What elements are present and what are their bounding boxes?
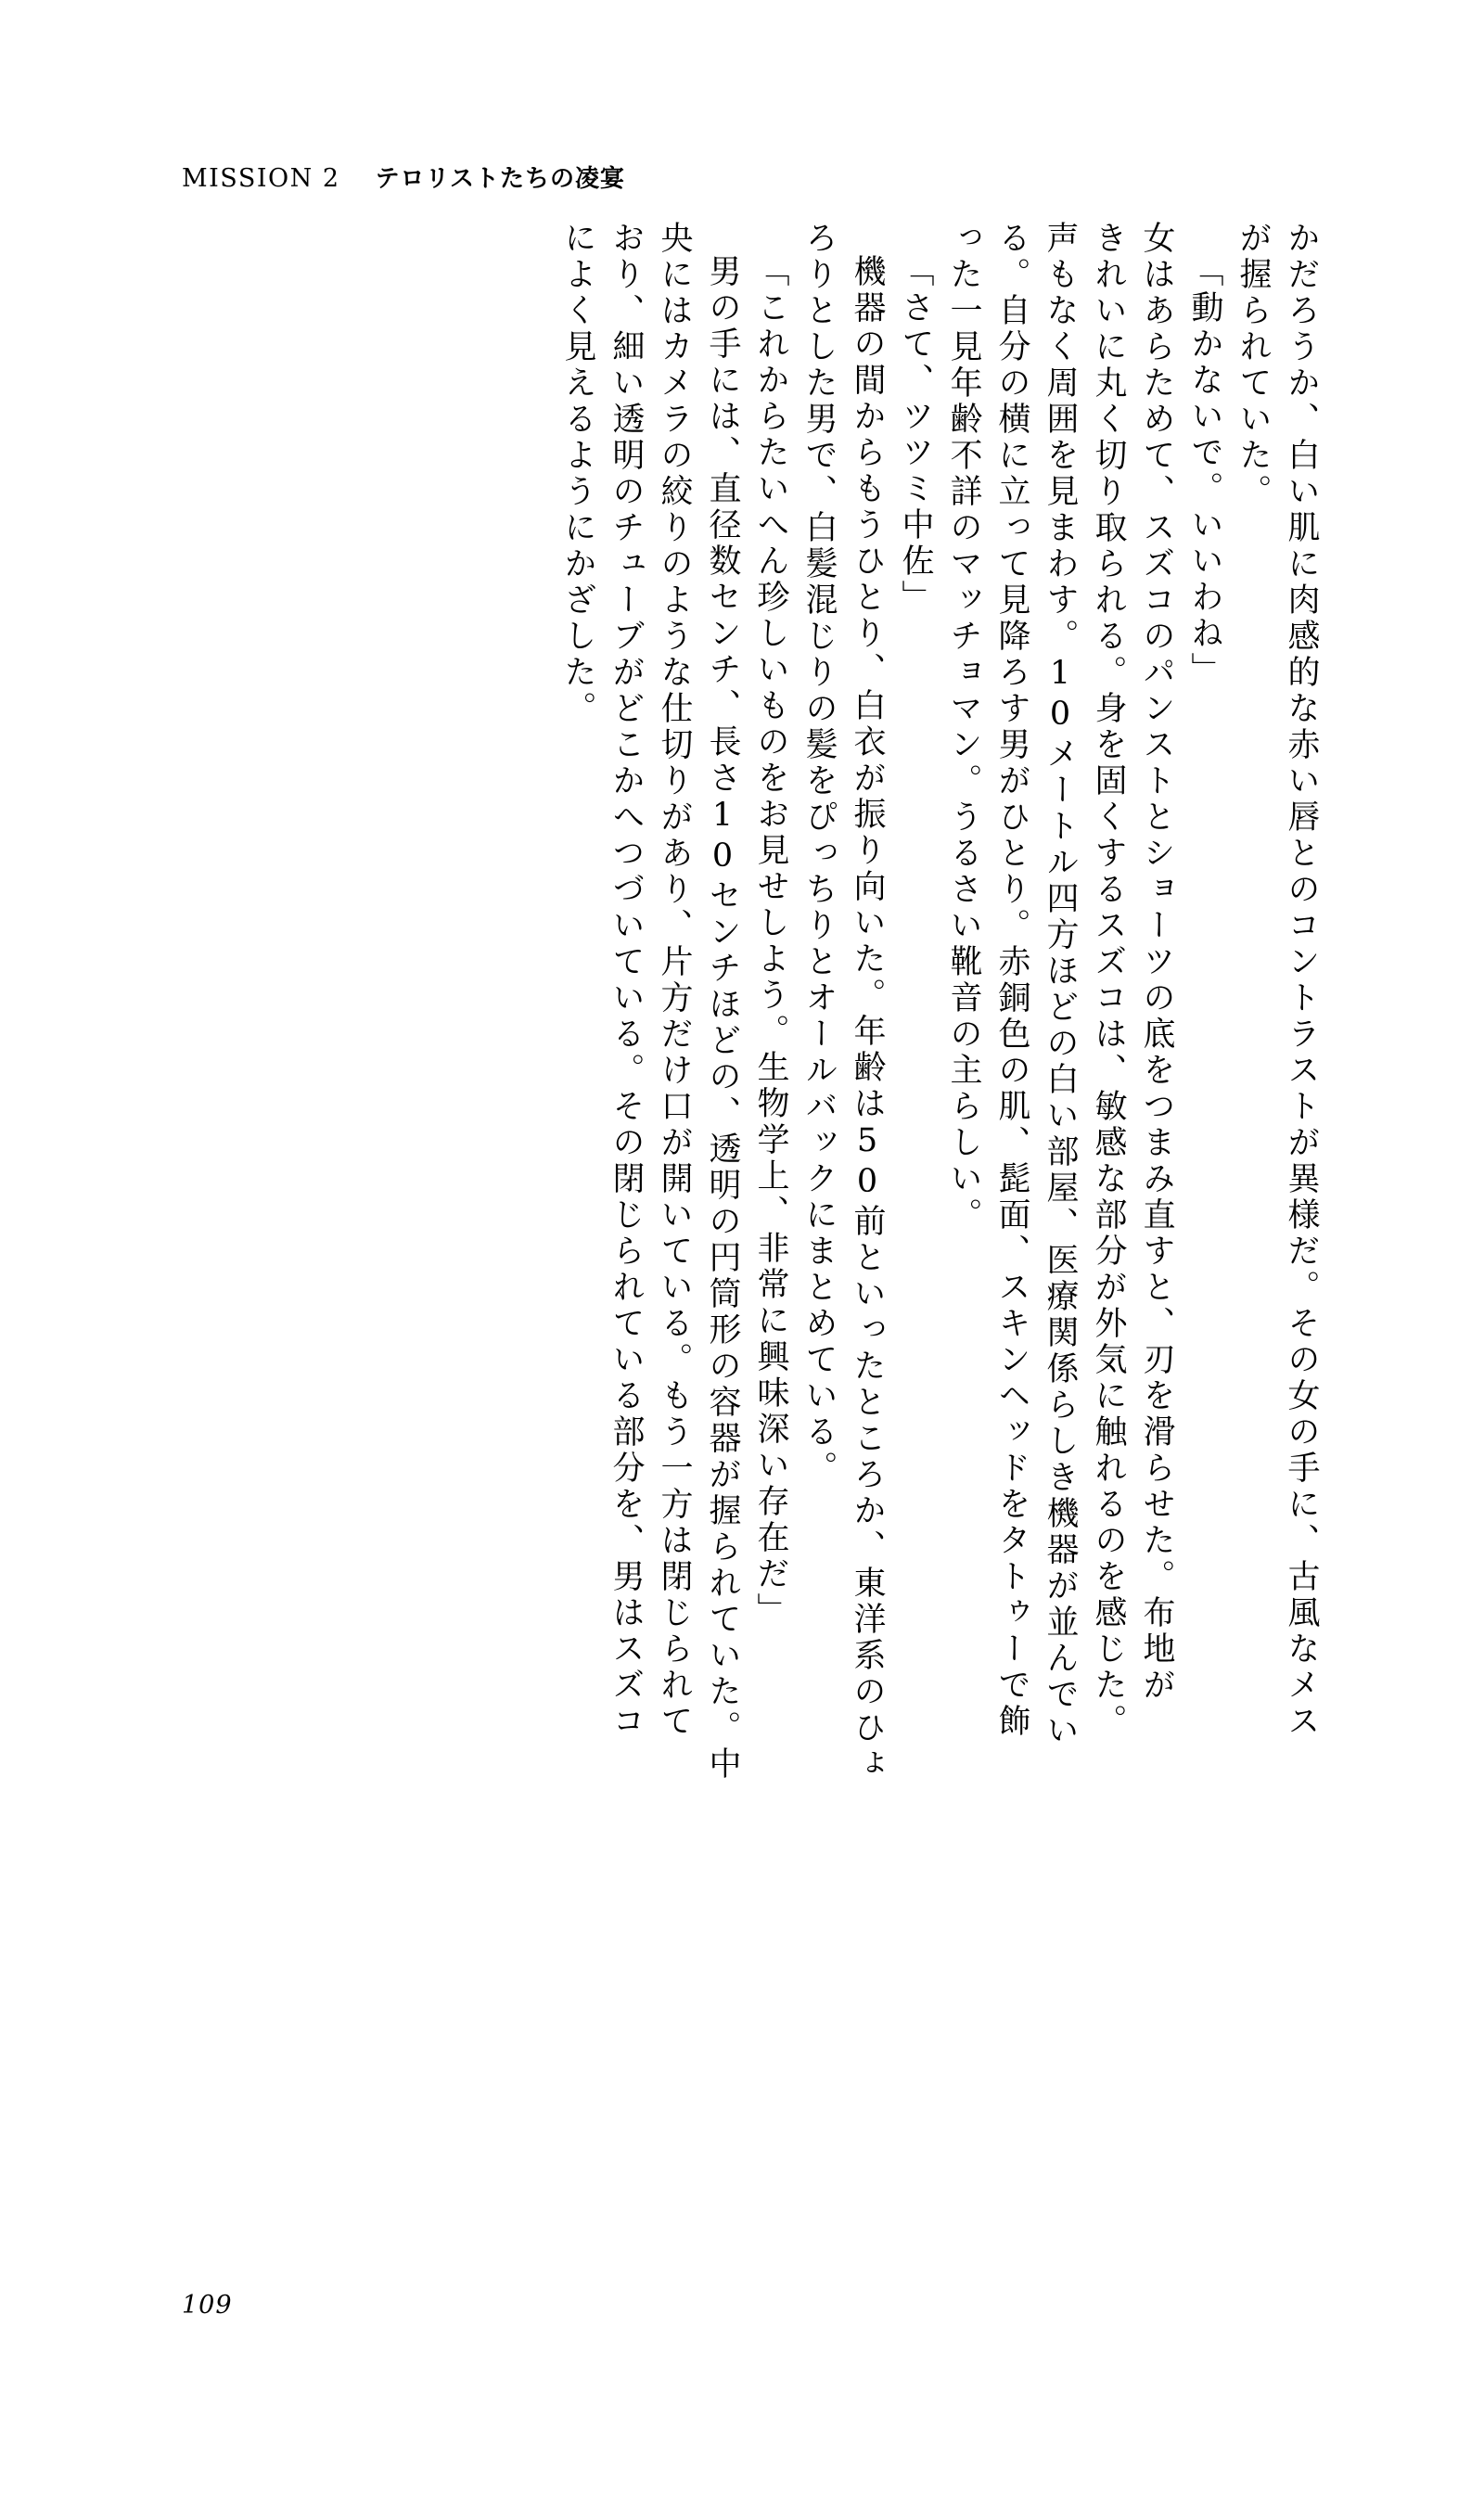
text-column: 女はあらためて、スズコのパンストとショーツの底をつまみ直すと、刃を滑らせた。布地が [1138,221,1175,1704]
text-column: かだろうか、白い肌に肉感的な赤い唇とのコントラストが異様だ。その女の手に、古風なメス [1283,221,1320,1740]
text-column: ろりとした男で、白髪混じりの髪をぴっちりとオールバックにまとめている。 [800,221,838,1487]
text-column: おり、細い透明のチューブがどこかへつづいている。その閉じられている部分を、男はスズコ [608,221,645,1740]
text-column: によく見えるようにかざした。 [559,221,596,727]
text-column: った一見年齢不詳のマッチョマン。うるさい靴音の主らしい。 [945,221,982,1234]
text-column: 機器の間からもうひとり、白衣が振り向いた。年齢は50前といったところか、東洋系のひょ [849,254,886,1783]
text-column: 「動かないで。いいわね」 [1186,254,1223,688]
text-column: る。自分の横に立って見降ろす男がひとり。赤銅色の肌、髭面、スキンヘッドをタトゥーで飾 [993,221,1030,1740]
chapter-subtitle: テロリストたちの凌宴 [375,165,626,193]
page-number: 109 [182,2291,233,2320]
text-column: 「さて、ツツミ中佐」 [897,254,934,616]
running-head [182,160,625,194]
text-column: 央にはカメラの絞りのような仕切りがあり、片方だけ口が開いている。もう一方は閉じられて [656,221,693,1740]
vertical-text-body [167,221,1320,2168]
mission-label: MISSION 2 [182,164,340,193]
text-column: 声もなく周囲を見まわす。10メートル四方ほどの白い部屋、医療関係らしき機器が並んでい [1042,221,1079,1749]
text-column: が握られていた。 [1235,221,1272,510]
text-column: 男の手には、直径数センチ、長さ10センチほどの、透明の円筒形の容器が握られていた。中 [704,254,741,1783]
text-column: きれいに丸く切り取られる。身を固くするスズコは、敏感な部分が外気に触れるのを感じた。 [1090,221,1127,1740]
text-column: 「これからたいへん珍しいものをお見せしよう。生物学上、非常に興味深い存在だ」 [752,254,789,1629]
